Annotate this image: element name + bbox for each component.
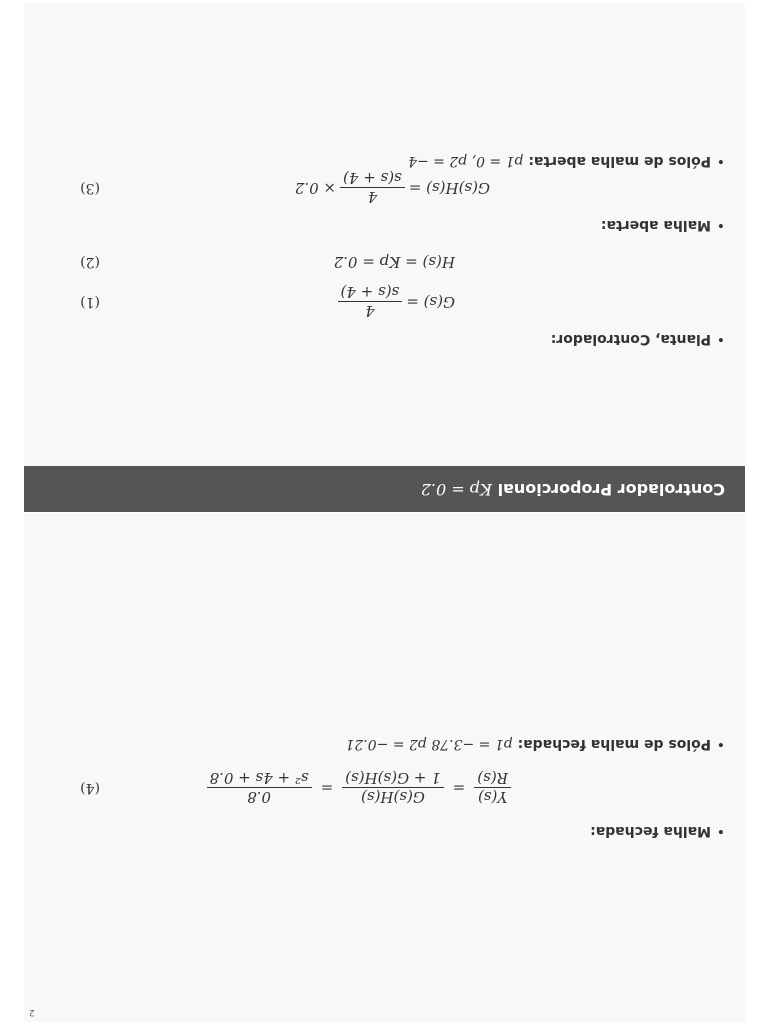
eq4-fraction-1 — [474, 770, 511, 807]
bullet-dot: • — [716, 736, 725, 752]
eq1-denominator: s(s + 4) — [338, 284, 403, 303]
bullet-polos-aberta — [408, 153, 725, 169]
eq3-denominator: s(s + 4) — [340, 170, 405, 189]
section-banner — [24, 466, 745, 512]
page-number: 2 — [29, 1007, 35, 1017]
eq4-f3-denominator: s² + 4s + 0.8 — [207, 770, 312, 789]
bullet-polos-fechada — [345, 736, 725, 752]
eq4-f3-numerator: 0.8 — [247, 788, 272, 807]
bullet-polos-fechada-label: Pólos de malha fechada: — [512, 736, 711, 752]
eq3-lhs: G(s)H(s) = — [408, 179, 490, 197]
eq3-numerator: 4 — [367, 188, 378, 207]
eq1-number: (1) — [80, 294, 100, 310]
polos-fechada-math: p1 = −3.78 p2 = −0.21 — [345, 736, 513, 752]
bullet-planta-label: Planta, Controlador: — [550, 331, 711, 347]
bullet-dot: • — [716, 153, 725, 169]
bullet-polos-aberta-label: Pólos de malha aberta: — [523, 153, 711, 169]
equation-3-math — [295, 166, 490, 210]
bullet-dot: • — [716, 331, 725, 347]
equation-1-math — [334, 280, 455, 324]
equation-2 — [24, 240, 745, 284]
bullet-planta — [551, 331, 725, 347]
equation-1 — [24, 280, 745, 324]
equation-4-math — [203, 766, 515, 810]
slide-1 — [24, 3, 745, 512]
bullet-malha-aberta — [601, 217, 725, 233]
eq2-number: (2) — [80, 254, 100, 270]
eq4-f2-denominator: 1 + G(s)H(s) — [342, 770, 444, 789]
eq3-fraction — [340, 170, 405, 207]
eq4-fraction-2 — [342, 770, 444, 807]
eq3-rhs: × 0.2 — [294, 179, 337, 197]
eq4-number: (4) — [80, 780, 100, 796]
bullet-dot: • — [716, 823, 725, 839]
bullet-malha-fechada — [590, 823, 725, 839]
bullet-fechada-label: Malha fechada: — [590, 823, 711, 839]
banner-math: Kp = 0.2 — [420, 480, 492, 499]
eq4-f1-numerator: Y(s) — [478, 788, 508, 807]
banner-title: Controlador Proporcional — [492, 480, 725, 499]
equation-4 — [24, 766, 745, 810]
bullet-dot: • — [716, 217, 725, 233]
eq1-fraction — [338, 284, 403, 321]
eq4-fraction-3 — [207, 770, 312, 807]
equation-3 — [24, 166, 745, 210]
bullet-aberta-label: Malha aberta: — [600, 217, 711, 233]
eq3-number: (3) — [80, 180, 100, 196]
equals-sign: = — [452, 779, 466, 797]
eq4-f1-denominator: R(s) — [474, 770, 511, 789]
equation-2-math: H(s) = Kp = 0.2 — [333, 253, 455, 271]
slide-2 — [24, 513, 745, 1022]
eq1-numerator: 4 — [365, 302, 375, 321]
polos-aberta-math: p1 = 0, p2 = −4 — [408, 153, 524, 169]
equals-sign: = — [320, 779, 334, 797]
eq1-lhs: G(s) = — [406, 293, 455, 311]
eq4-f2-numerator: G(s)H(s) — [361, 788, 425, 807]
